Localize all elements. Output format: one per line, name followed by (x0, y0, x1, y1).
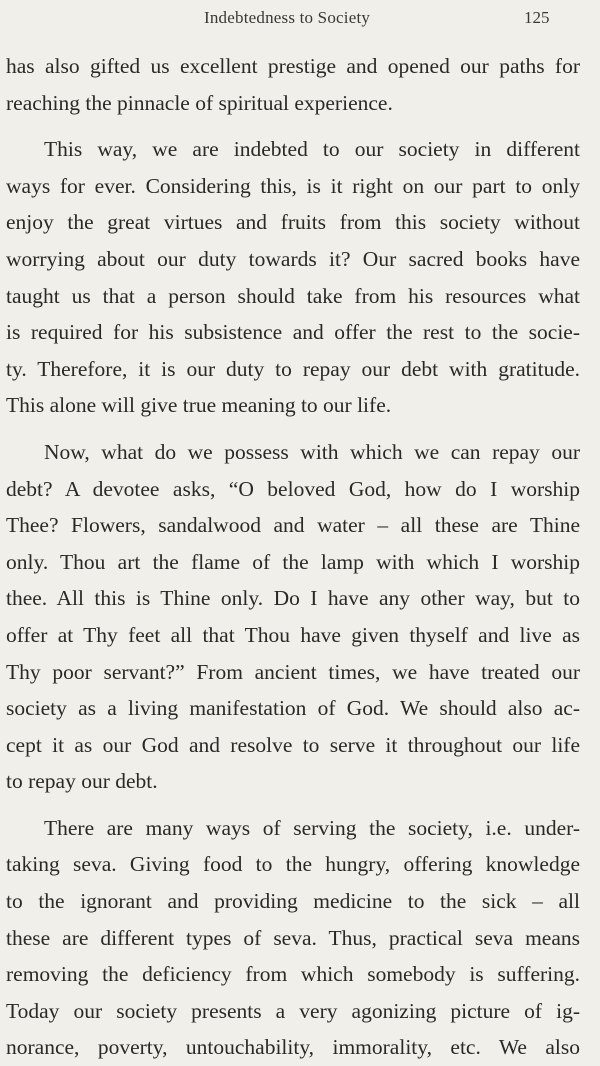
text-line: these are different types of seva. Thus, practical seva means (6, 925, 580, 950)
paragraph-gap (6, 800, 580, 810)
text-line: This way, we are indebted to our society in different (44, 137, 580, 162)
running-title: Indebtedness to Society (204, 8, 371, 27)
text-line: taught us that a person should take from his resources what (6, 283, 580, 308)
text-line: reaching the pinnacle of spiritual experience. (6, 90, 393, 115)
paragraph (6, 434, 580, 800)
text-line: debt? A devotee asks, “O beloved God, how do I worship (6, 476, 580, 501)
text-line: worrying about our duty towards it? Our sacred books have (6, 246, 580, 271)
text-line: Thee? Flowers, sandalwood and water – all these are Thine (6, 513, 580, 538)
text-line: only. Thou art the flame of the lamp with which I worship (6, 549, 580, 574)
paragraph-gap (6, 424, 580, 434)
body-text (6, 48, 580, 1066)
text-line: enjoy the great virtues and fruits from this society without (6, 210, 580, 235)
text-line: to repay our debt. (6, 769, 158, 794)
text-line: taking seva. Giving food to the hungry, offering knowledge (6, 852, 580, 877)
text-line: is required for his subsistence and offer the rest to the socie- (6, 320, 580, 345)
text-line: offer at Thy feet all that Thou have given thyself and live as (6, 622, 580, 647)
text-line: has also gifted us excellent prestige and opened our paths for (6, 54, 580, 78)
text-line: Today our society presents a very agonizing picture of ig- (6, 998, 580, 1023)
paragraph (6, 48, 580, 121)
text-line: This alone will give true meaning to our life. (6, 393, 392, 418)
text-line: norance, poverty, untouchability, immorality, etc. We also (6, 1035, 580, 1060)
text-line: ways for ever. Considering this, is it right on our part to only (6, 173, 580, 198)
paragraph (6, 131, 580, 424)
paragraph-gap (6, 121, 580, 131)
paragraph (6, 810, 580, 1066)
text-line: to the ignorant and providing medicine to the sick – all (6, 889, 580, 914)
page-number: 125 (524, 8, 550, 27)
text-line: cept it as our God and resolve to serve it throughout our life (6, 732, 580, 757)
text-line: society as a living manifestation of God. We should also ac- (6, 696, 580, 721)
text-line: thee. All this is Thine only. Do I have any other way, but to (6, 586, 580, 611)
text-line: removing the deficiency from which somebody is suffering. (6, 962, 580, 987)
text-line: Thy poor servant?” From ancient times, we have treated our (6, 659, 580, 684)
text-line: ty. Therefore, it is our duty to repay our debt with gratitude. (6, 356, 580, 381)
page-header (0, 8, 600, 32)
text-line: Now, what do we possess with which we can repay our (44, 439, 580, 464)
text-line: There are many ways of serving the society, i.e. under- (44, 815, 580, 840)
